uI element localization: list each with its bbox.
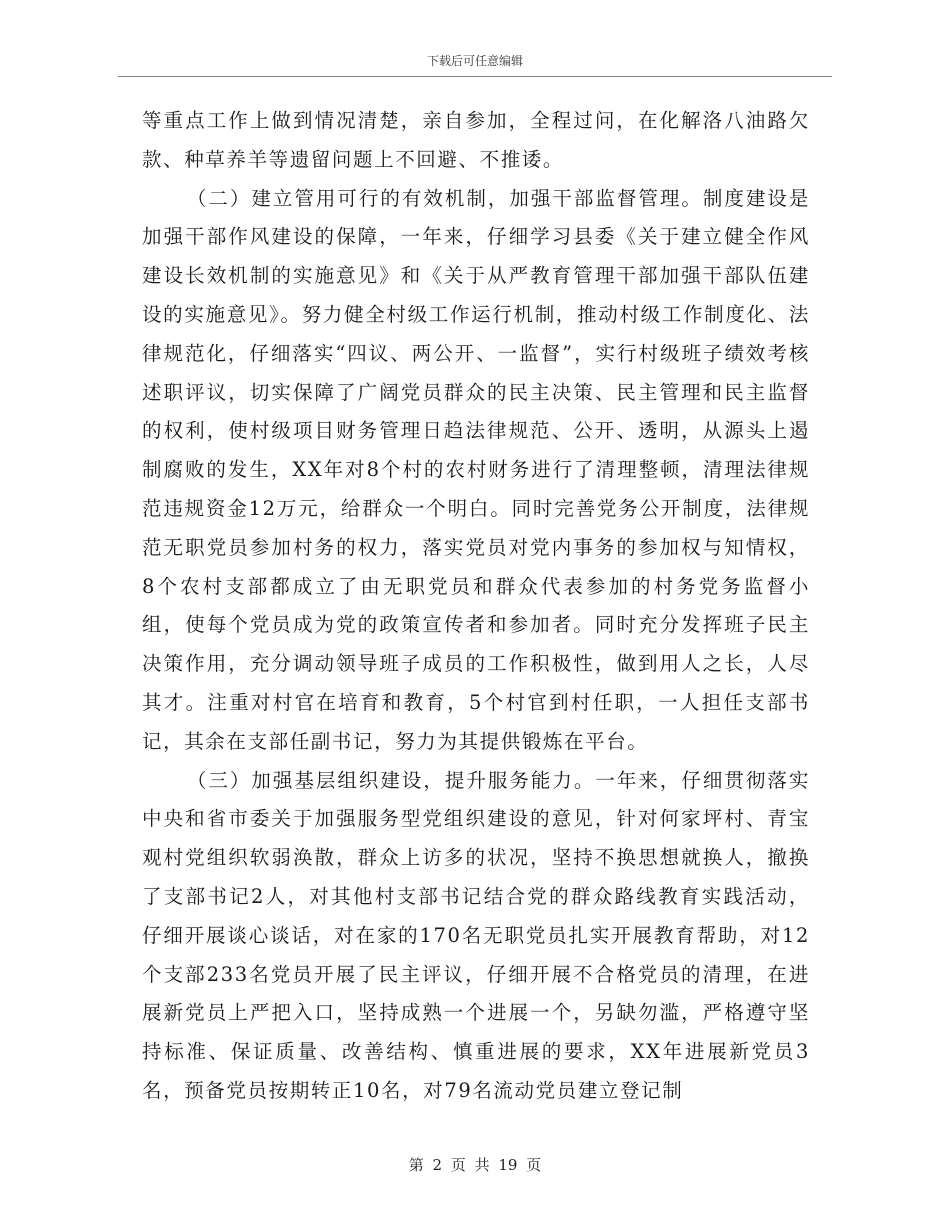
page-number-footer: 第 2 页 共 19 页 [408, 1156, 542, 1174]
paragraph-continued: 等重点工作上做到情况清楚，亲自参加，全程过问，在化解洛八油路欠款、种草养羊等遗留问题上不回避、不推诿。 [142, 109, 810, 171]
paragraph-section-3: （三）加强基层组织建设，提升服务能力。一年来，仔细贯彻落实中央和省市委关于加强服务型党组织建设的意见，针对何家坪村、青宝观村党组织软弱涣散，群众上访多的状况，坚持不换思想就换人，撤换了支部书记2人，对其他村支部书记结合党的群众路线教育实践活动，仔细开展谈心谈话，对在家的170名无职党员扎实开展教育帮助，对12个支部233名党员开展了民主评议，仔细开展不合格党员的清理，在进展新党员上严把入口，坚持成熟一个进展一个，另缺勿滥，严格遵守坚持标准、保证质量、改善结构、慎重进展的要求，XX年进展新党员3名，预备党员按期转正10名，对79名流动党员建立登记制 [142, 768, 810, 1102]
paragraph-section-2: （二）建立管用可行的有效机制，加强干部监督管理。制度建设是加强干部作风建设的保障，一年来，仔细学习县委《关于建立健全作风建设长效机制的实施意见》和《关于从严教育管理干部加强干部队伍建设的实施意见》。努力健全村级工作运行机制，推动村级工作制度化、法律规范化，仔细落实“四议、两公开、一监督”，实行村级班子绩效考核述职评议，切实保障了广阔党员群众的民主决策、民主管理和民主监督的权利，使村级项目财务管理日趋法律规范、公开、透明，从源头上遏制腐败的发生，XX年对8个村的农村财务进行了清理整顿，清理法律规范违规资金12万元，给群众一个明白。同时完善党务公开制度，法律规范无职党员参加村务的权力，落实党员对党内事务的参加权与知情权，8个农村支部都成立了由无职党员和群众代表参加的村务党务监督小组，使每个党员成为党的政策宣传者和参加者。同时充分发挥班子民主决策作用，充分调动领导班子成员的工作积极性，做到用人之长，人尽其才。注重对村官在培育和教育，5个村官到村任职，一人担任支部书记，其余在支部任副书记，努力为其提供锻炼在平台。 [142, 186, 810, 753]
document-body [142, 102, 810, 1111]
page-header: 下载后可任意编辑 [426, 54, 523, 68]
header-divider [118, 76, 832, 77]
